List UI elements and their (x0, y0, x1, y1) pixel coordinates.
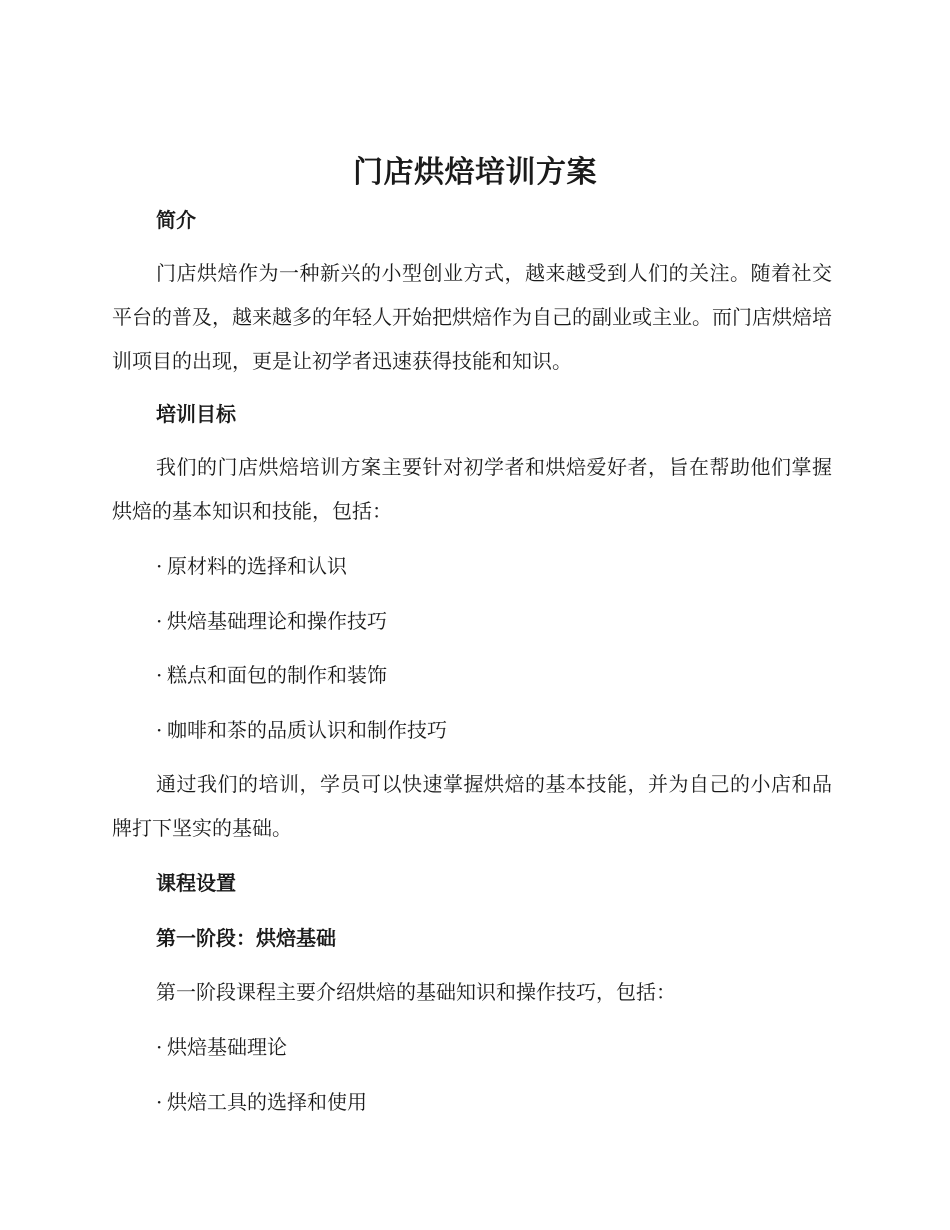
section-heading-courses: 课程设置 (156, 871, 236, 895)
list-item (156, 661, 387, 689)
section-heading-goals: 培训目标 (156, 402, 236, 426)
bullet-icon: · (156, 554, 163, 578)
list-item-text: 烘焙基础理论 (167, 1035, 287, 1059)
subsection-heading-stage1: 第一阶段：烘焙基础 (156, 926, 336, 950)
list-item-text: 糕点和面包的制作和装饰 (167, 663, 387, 687)
goals-paragraph: 我们的门店烘焙培训方案主要针对初学者和烘焙爱好者，旨在帮助他们掌握烘焙的基本知识和技能，包括： (112, 455, 832, 523)
list-item-text: 烘焙工具的选择和使用 (167, 1090, 367, 1114)
bullet-icon: · (156, 663, 163, 687)
bullet-icon: · (156, 718, 163, 742)
list-item-text: 原材料的选择和认识 (167, 554, 347, 578)
document-title: 门店烘焙培训方案 (353, 155, 597, 190)
bullet-icon: · (156, 1090, 163, 1114)
bullet-icon: · (156, 609, 163, 633)
goals-closing-paragraph: 通过我们的培训，学员可以快速掌握烘焙的基本技能，并为自己的小店和品牌打下坚实的基础。 (112, 772, 832, 840)
bullet-icon: · (156, 1035, 163, 1059)
list-item (156, 716, 447, 744)
list-item (156, 1088, 367, 1116)
stage1-paragraph: 第一阶段课程主要介绍烘焙的基础知识和操作技巧，包括： (156, 980, 676, 1004)
intro-paragraph: 门店烘焙作为一种新兴的小型创业方式，越来越受到人们的关注。随着社交平台的普及，越来越多的年轻人开始把烘焙作为自己的副业或主业。而门店烘焙培训项目的出现，更是让初学者迅速获得技能和知识。 (112, 261, 832, 373)
section-heading-intro: 简介 (156, 208, 196, 232)
list-item (156, 1033, 287, 1061)
list-item (156, 552, 347, 580)
list-item-text: 烘焙基础理论和操作技巧 (167, 609, 387, 633)
list-item-text: 咖啡和茶的品质认识和制作技巧 (167, 718, 447, 742)
list-item (156, 607, 387, 635)
